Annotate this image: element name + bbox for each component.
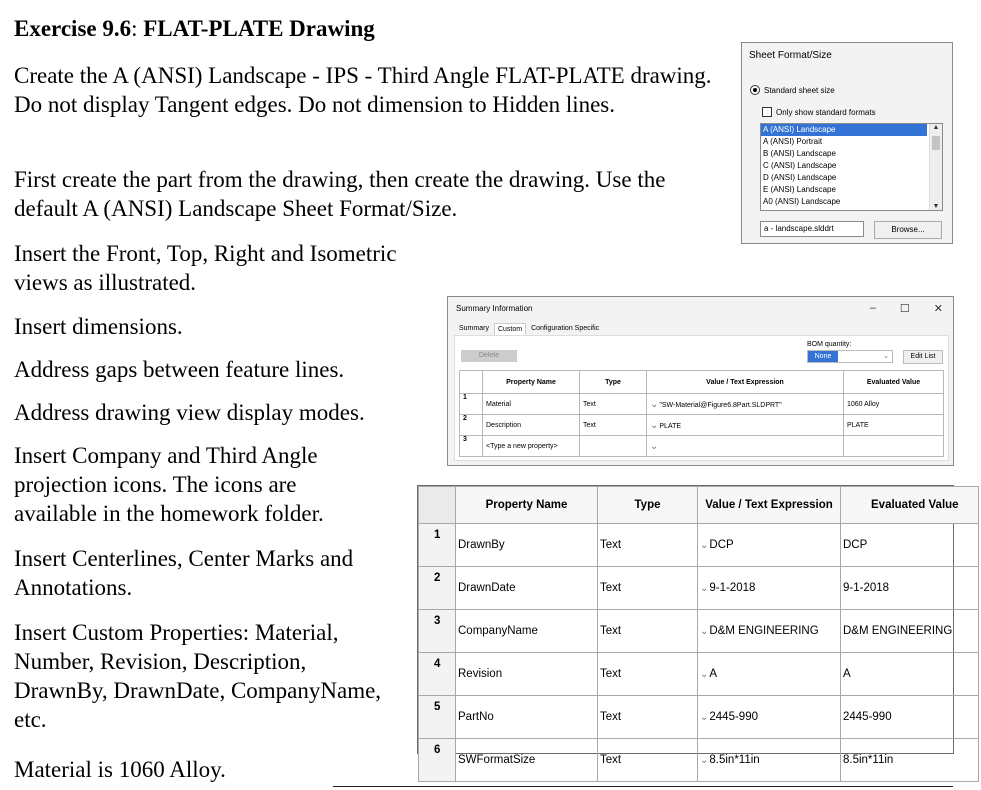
table-row[interactable] bbox=[419, 567, 979, 610]
table-row[interactable] bbox=[419, 653, 979, 696]
row-number: 5 bbox=[419, 696, 456, 739]
column-header: Evaluated Value bbox=[844, 371, 944, 394]
page-title bbox=[14, 16, 375, 42]
table-row[interactable] bbox=[460, 415, 944, 436]
summary-information-dialog bbox=[447, 296, 954, 466]
chevron-down-icon[interactable]: ⌄ bbox=[700, 540, 709, 551]
property-name-cell[interactable]: Revision bbox=[456, 653, 598, 696]
value-cell[interactable] bbox=[698, 524, 841, 567]
paragraph-custom-properties: Insert Custom Properties: Material, Number, Revision, Description, DrawnBy, DrawnDate, CompanyName, etc. bbox=[14, 620, 382, 732]
evaluated-value-cell: 1060 Alloy bbox=[844, 394, 944, 415]
row-number: 4 bbox=[419, 653, 456, 696]
type-cell[interactable]: Text bbox=[598, 524, 698, 567]
chevron-down-icon[interactable]: ⌄ bbox=[700, 626, 709, 637]
bom-quantity-value: None bbox=[808, 351, 838, 362]
format-list-item[interactable]: D (ANSI) Landscape bbox=[763, 173, 837, 182]
tab-summary[interactable]: Summary bbox=[459, 325, 489, 332]
column-header: Property Name bbox=[483, 371, 580, 394]
table-row[interactable] bbox=[419, 696, 979, 739]
paragraph-first-create: First create the part from the drawing, then create the drawing. Use the default A (ANSI) Landscape Sheet Format/Size. bbox=[14, 167, 666, 221]
property-name-cell[interactable]: Material bbox=[483, 394, 580, 415]
table-row[interactable] bbox=[460, 436, 944, 457]
row-header-corner bbox=[419, 487, 456, 524]
value-cell[interactable] bbox=[647, 436, 844, 457]
evaluated-value-cell: A bbox=[841, 653, 979, 696]
standard-formats-checkbox[interactable] bbox=[762, 107, 876, 117]
paragraph-create: Create the A (ANSI) Landscape - IPS - Third Angle FLAT-PLATE drawing. Do not display Tangent edges. Do not dimension to Hidden lines. bbox=[14, 63, 712, 117]
property-name-cell[interactable]: Description bbox=[483, 415, 580, 436]
scroll-up-icon[interactable]: ▲ bbox=[932, 124, 940, 131]
format-list[interactable] bbox=[760, 123, 943, 211]
type-cell[interactable]: Text bbox=[598, 653, 698, 696]
row-number: 2 bbox=[460, 415, 483, 436]
table-row[interactable] bbox=[419, 610, 979, 653]
paragraph-insert-views: Insert the Front, Top, Right and Isometric views as illustrated. bbox=[14, 241, 397, 295]
value-cell[interactable] bbox=[698, 610, 841, 653]
type-cell[interactable]: Text bbox=[598, 696, 698, 739]
title-separator: : bbox=[131, 16, 144, 41]
standard-formats-label: Only show standard formats bbox=[776, 107, 876, 117]
row-header-corner bbox=[460, 371, 483, 394]
bom-quantity-label: BOM quantity: bbox=[807, 341, 852, 348]
table-row[interactable] bbox=[419, 739, 979, 782]
chevron-down-icon[interactable]: ⌄ bbox=[650, 440, 659, 452]
value-text: D&M ENGINEERING bbox=[709, 625, 819, 637]
column-header: Type bbox=[580, 371, 647, 394]
chevron-down-icon[interactable]: ⌄ bbox=[700, 583, 709, 594]
evaluated-value-cell: 8.5in*11in bbox=[841, 739, 979, 782]
row-number: 2 bbox=[419, 567, 456, 610]
minimize-icon[interactable]: – bbox=[869, 302, 876, 314]
property-name-cell[interactable]: PartNo bbox=[456, 696, 598, 739]
evaluated-value-cell bbox=[844, 436, 944, 457]
sheet-format-file-field[interactable]: a - landscape.slddrt bbox=[760, 221, 864, 237]
property-name-cell[interactable]: DrawnBy bbox=[456, 524, 598, 567]
delete-button[interactable]: Delete bbox=[461, 350, 517, 362]
column-header: Type bbox=[598, 487, 698, 524]
column-header: Value / Text Expression bbox=[698, 487, 841, 524]
exercise-number: Exercise 9.6 bbox=[14, 16, 132, 41]
format-list-item[interactable]: A (ANSI) Landscape bbox=[761, 124, 927, 136]
value-text: DCP bbox=[709, 539, 734, 551]
type-cell[interactable]: Text bbox=[598, 739, 698, 782]
edit-list-button[interactable]: Edit List bbox=[903, 350, 943, 364]
value-cell[interactable] bbox=[647, 415, 844, 436]
row-number: 1 bbox=[460, 394, 483, 415]
type-cell[interactable]: Text bbox=[580, 394, 647, 415]
browse-button[interactable]: Browse... bbox=[874, 221, 942, 239]
custom-properties-table bbox=[418, 486, 979, 782]
format-list-item[interactable]: E (ANSI) Landscape bbox=[763, 185, 836, 194]
format-list-item[interactable]: B (ANSI) Landscape bbox=[763, 149, 836, 158]
summary-dialog-title: Summary Information bbox=[456, 304, 533, 313]
chevron-down-icon[interactable]: ⌄ bbox=[650, 419, 659, 431]
paragraph-insert-icons: Insert Company and Third Angle projection icons. The icons are available in the homework folder. bbox=[14, 443, 324, 526]
chevron-down-icon[interactable]: ⌄ bbox=[883, 353, 889, 360]
divider bbox=[333, 786, 953, 787]
value-cell[interactable] bbox=[698, 653, 841, 696]
type-cell[interactable] bbox=[580, 436, 647, 457]
property-name-cell[interactable]: DrawnDate bbox=[456, 567, 598, 610]
table-row[interactable] bbox=[460, 394, 944, 415]
type-cell[interactable]: Text bbox=[598, 610, 698, 653]
format-list-item[interactable]: A0 (ANSI) Landscape bbox=[763, 197, 841, 206]
tab-custom[interactable]: Custom bbox=[494, 323, 526, 335]
column-header: Value / Text Expression bbox=[647, 371, 844, 394]
value-text: A bbox=[709, 668, 718, 680]
type-cell[interactable]: Text bbox=[580, 415, 647, 436]
value-text: 2445-990 bbox=[709, 711, 758, 723]
column-header: Property Name bbox=[456, 487, 598, 524]
evaluated-value-cell: 2445-990 bbox=[841, 696, 979, 739]
new-property-cell[interactable]: <Type a new property> bbox=[483, 436, 580, 457]
format-list-item[interactable]: A (ANSI) Portrait bbox=[763, 137, 823, 146]
paragraph-material: Material is 1060 Alloy. bbox=[14, 757, 226, 782]
scroll-down-icon[interactable]: ▼ bbox=[932, 203, 940, 210]
custom-properties-table-panel bbox=[417, 485, 959, 766]
paragraph-address-display: Address drawing view display modes. bbox=[14, 400, 365, 425]
evaluated-value-cell: 9-1-2018 bbox=[841, 567, 979, 610]
column-header: Evaluated Value bbox=[841, 487, 979, 524]
row-number: 6 bbox=[419, 739, 456, 782]
checkbox-icon[interactable] bbox=[762, 107, 772, 117]
radio-selected-icon[interactable] bbox=[750, 85, 760, 95]
maximize-icon[interactable]: ☐ bbox=[899, 303, 910, 315]
paragraph-insert-dimensions: Insert dimensions. bbox=[14, 314, 183, 339]
paragraph-address-gaps: Address gaps between feature lines. bbox=[14, 357, 345, 382]
property-name-cell[interactable]: CompanyName bbox=[456, 610, 598, 653]
value-cell[interactable] bbox=[698, 739, 841, 782]
value-text: 9-1-2018 bbox=[709, 582, 756, 594]
scroll-thumb[interactable] bbox=[932, 136, 940, 150]
paragraph-insert-centerlines: Insert Centerlines, Center Marks and Annotations. bbox=[14, 546, 354, 600]
evaluated-value-cell: DCP bbox=[841, 524, 979, 567]
value-text: 8.5in*11in bbox=[709, 754, 760, 766]
evaluated-value-cell: PLATE bbox=[844, 415, 944, 436]
bom-quantity-select[interactable] bbox=[807, 350, 893, 363]
standard-sheet-label: Standard sheet size bbox=[764, 85, 835, 95]
row-number: 3 bbox=[419, 610, 456, 653]
exercise-name: FLAT-PLATE Drawing bbox=[143, 16, 375, 41]
type-cell[interactable]: Text bbox=[598, 567, 698, 610]
format-list-item[interactable]: C (ANSI) Landscape bbox=[763, 161, 837, 170]
format-list-scrollbar[interactable] bbox=[929, 124, 942, 210]
tab-configuration-specific[interactable]: Configuration Specific bbox=[531, 325, 600, 332]
close-icon[interactable]: ✕ bbox=[933, 303, 943, 315]
property-name-cell[interactable]: SWFormatSize bbox=[456, 739, 598, 782]
chevron-down-icon[interactable]: ⌄ bbox=[700, 669, 709, 680]
standard-sheet-radio[interactable] bbox=[750, 85, 835, 95]
value-cell[interactable] bbox=[698, 696, 841, 739]
value-text: PLATE bbox=[659, 422, 682, 430]
value-cell[interactable] bbox=[698, 567, 841, 610]
chevron-down-icon[interactable]: ⌄ bbox=[700, 712, 709, 723]
value-text: "SW-Material@Figure6.8Part.SLDPRT" bbox=[659, 401, 782, 409]
custom-properties-pane bbox=[454, 335, 949, 461]
row-number: 1 bbox=[419, 524, 456, 567]
table-row[interactable] bbox=[419, 524, 979, 567]
value-cell[interactable] bbox=[647, 394, 844, 415]
evaluated-value-cell: D&M ENGINEERING bbox=[841, 610, 979, 653]
sheet-format-title: Sheet Format/Size bbox=[749, 50, 832, 61]
chevron-down-icon[interactable]: ⌄ bbox=[650, 398, 659, 410]
chevron-down-icon[interactable]: ⌄ bbox=[700, 755, 709, 766]
summary-properties-table bbox=[459, 370, 944, 457]
row-number: 3 bbox=[460, 436, 483, 457]
sheet-format-dialog bbox=[741, 42, 953, 244]
